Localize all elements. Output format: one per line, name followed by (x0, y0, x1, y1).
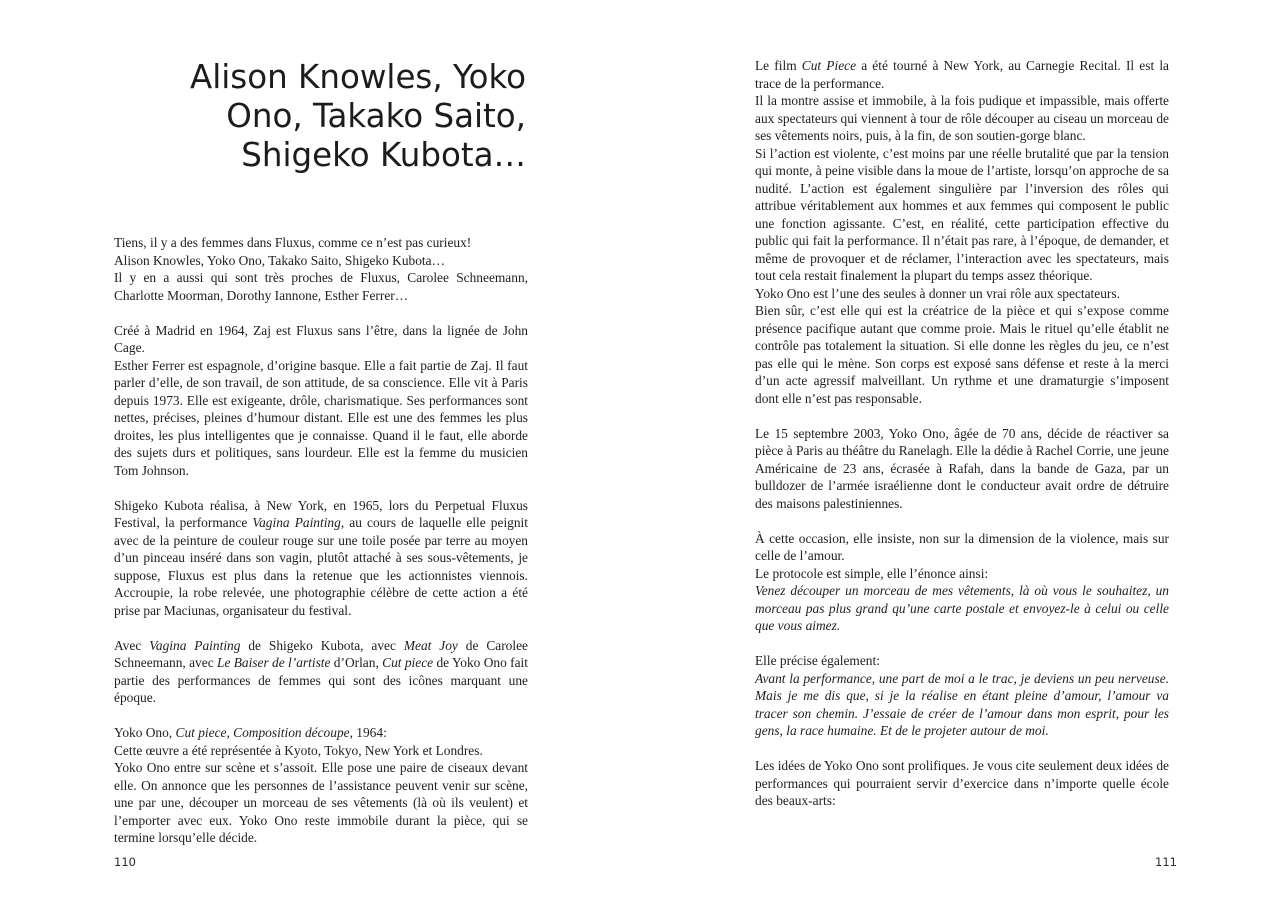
text-run: de Carolee Schneemann, avec (114, 637, 528, 670)
text-run: Le film (755, 58, 802, 73)
paragraph (114, 724, 528, 847)
text-run: de Yoko Ono fait partie des performances de femmes qui sont des icônes marquant une époque. (114, 655, 528, 705)
text-line: Si l’action est violente, c’est moins par une réelle brutalité que par la tension qui monte, à peine visible dans la moue de l’artiste, lorsqu’on approche de sa nudité. L’action est également singulière par l’inversion des rôles qui attribue véritablement aux hommes et aux femmes qui composent le public une fonction agissante. C’est, en réalité, cette participation effective du public qui fait la performance. Il n’était pas rare, à l’époque, de demander, et même de provoquer et de réclamer, l’interaction avec les spectateurs, mais tout cela restait finalement la plupart du temps assez théorique. (755, 145, 1169, 283)
text-line: À cette occasion, elle insiste, non sur la dimension de la violence, mais sur celle de l’amour. (755, 530, 1169, 563)
text-run: a été tourné à New York, au Carnegie Recital. Il est la trace de la performance. (755, 58, 1169, 91)
quote: Venez découper un morceau de mes vêtements, là où vous le souhaitez, un morceau pas plus grand qu’une carte postale et envoyez-le à celui ou celle que vous aimez. (755, 583, 1169, 633)
text-line: Tiens, il y a des femmes dans Fluxus, comme ce n’est pas curieux! (114, 235, 472, 250)
artwork-title: Le Baiser de l’artiste (217, 655, 331, 670)
artwork-title: Meat Joy (403, 637, 458, 653)
title-line: Alison Knowles, Yoko (190, 58, 526, 96)
page-number: 110 (114, 855, 136, 869)
text-line: Cette œuvre a été représentée à Kyoto, Tokyo, New York et Londres. (114, 742, 483, 758)
paragraph (755, 57, 1169, 407)
text-run: Shigeko Kubota réalisa, à New York, en 1965, lors du Perpetual Fluxus Festival, la performance (114, 497, 528, 530)
text-line: Elle précise également: (755, 653, 880, 668)
text-line: Yoko Ono est l’une des seules à donner un vrai rôle aux spectateurs. (755, 285, 1120, 301)
paragraph (114, 497, 528, 620)
page-number: 111 (1155, 855, 1177, 869)
artwork-title: Cut piece (382, 655, 434, 670)
text-run: Avec (114, 637, 150, 653)
text-run: de Shigeko Kubota, avec (240, 637, 404, 653)
text-line: Il la montre assise et immobile, à la fois pudique et impassible, mais offerte aux spectateurs qui viennent à tour de rôle découper au ciseau un morceau de ses vêtements noirs, puis, à la fin, de son soutien-gorge blanc. (755, 93, 1169, 143)
paragraph (114, 322, 528, 480)
quote: Avant la performance, une part de moi a le trac, je deviens un peu nerveuse. Mais je me dis que, si je la réalise en étant pleine d’amour, l’amour va tracer son chemin. J’essaie de créer de l’amour dans mon esprit, pour les gens, la race humaine. Et de le projeter autour de moi. (755, 670, 1169, 738)
text-line (755, 57, 1169, 92)
paragraph (114, 637, 528, 707)
artwork-title: Cut Piece (801, 58, 857, 73)
text-line (114, 724, 528, 742)
paragraph (114, 234, 528, 304)
paragraph (755, 652, 1169, 740)
text-line: Esther Ferrer est espagnole, d’origine basque. Elle a fait partie de Zaj. Il faut parler d’elle, de son travail, de son attitude, de sa conscience. Elle vit à Paris depuis 1973. Elle est exigeante, drôle, charismatique. Ses performances sont nettes, précises, pleines d’humour distant. Elle est une des femmes les plus droites, les plus intelligentes que je connaisse. Quand il le faut, elle aborde des sujets durs et politiques, sans lourdeur. Elle est la femme du musicien Tom Johnson. (114, 357, 528, 478)
left-text-column (114, 234, 528, 864)
paragraph: Les idées de Yoko Ono sont prolifiques. Je vous cite seulement deux idées de performances qui pourraient servir d’exercice dans n’importe quelle école des beaux-arts: (755, 758, 1169, 808)
text-line: Créé à Madrid en 1964, Zaj est Fluxus sans l’être, dans la lignée de John Cage. (114, 322, 528, 355)
right-page (641, 0, 1282, 904)
artwork-title: Vagina Painting, (252, 515, 345, 530)
text-line: Alison Knowles, Yoko Ono, Takako Saito, Shigeko Kubota… (114, 252, 445, 268)
text-line: Il y en a aussi qui sont très proches de Fluxus, Carolee Schneemann, Charlotte Moorman, Dorothy Iannone, Esther Ferrer… (114, 270, 528, 303)
text-run: Yoko Ono, (114, 725, 176, 740)
title-line: Shigeko Kubota… (241, 136, 526, 174)
artwork-title: Vagina Painting (149, 637, 241, 653)
right-text-column (755, 57, 1169, 827)
text-run: d’Orlan, (330, 655, 383, 670)
text-line: Le protocole est simple, elle l’énonce ainsi: (755, 565, 989, 581)
title-line: Ono, Takako Saito, (226, 97, 526, 135)
text-run: 1964: (352, 725, 387, 740)
paragraph: Le 15 septembre 2003, Yoko Ono, âgée de 70 ans, décide de réactiver sa pièce à Paris au théâtre du Ranelagh. Elle la dédie à Rachel Corrie, une jeune Américaine de 23 ans, écrasée à Rafah, dans la bande de Gaza, par un bulldozer de l’armée israélienne dont le conducteur avait ordre de détruire des maisons palestiniennes. (755, 425, 1169, 511)
paragraph (755, 530, 1169, 635)
text-run: au cours de laquelle elle peignit avec de la peinture de couleur rouge sur une toile posée par terre au moyen d’un pinceau inséré dans son vagin, plutôt attaché à ses sous-vêtements, je suppose, Fluxus est plus dans la retenue que les actionnistes viennois. Accroupie, la robe relevée, une photographie célèbre de cette action a été prise par Maciunas, organisateur du festival. (114, 515, 528, 618)
chapter-title (150, 58, 526, 175)
artwork-title: Cut piece, Composition découpe, (175, 725, 353, 740)
text-line: Yoko Ono entre sur scène et s’assoit. Elle pose une paire de ciseaux devant elle. On annonce que les personnes de l’assistance peuvent venir sur scène, une par une, découper un morceau de ses vêtements (là où ils veulent) et l’emporter avec eux. Yoko Ono reste immobile durant la pièce, qui se termine lorsqu’elle décide. (114, 760, 528, 845)
text-line: Bien sûr, c’est elle qui est la créatrice de la pièce et qui s’expose comme présence pacifique autant que comme proie. Mais le rituel qu’elle établit ne contrôle pas totalement la situation. Si elle donne les règles du jeu, ce n’est pas elle qui le mène. Son corps est exposé sans défense et reste à la merci d’un acte agressif malveillant. Un rythme et une dramaturgie s’imposent dont elle n’est pas responsable. (755, 303, 1169, 406)
